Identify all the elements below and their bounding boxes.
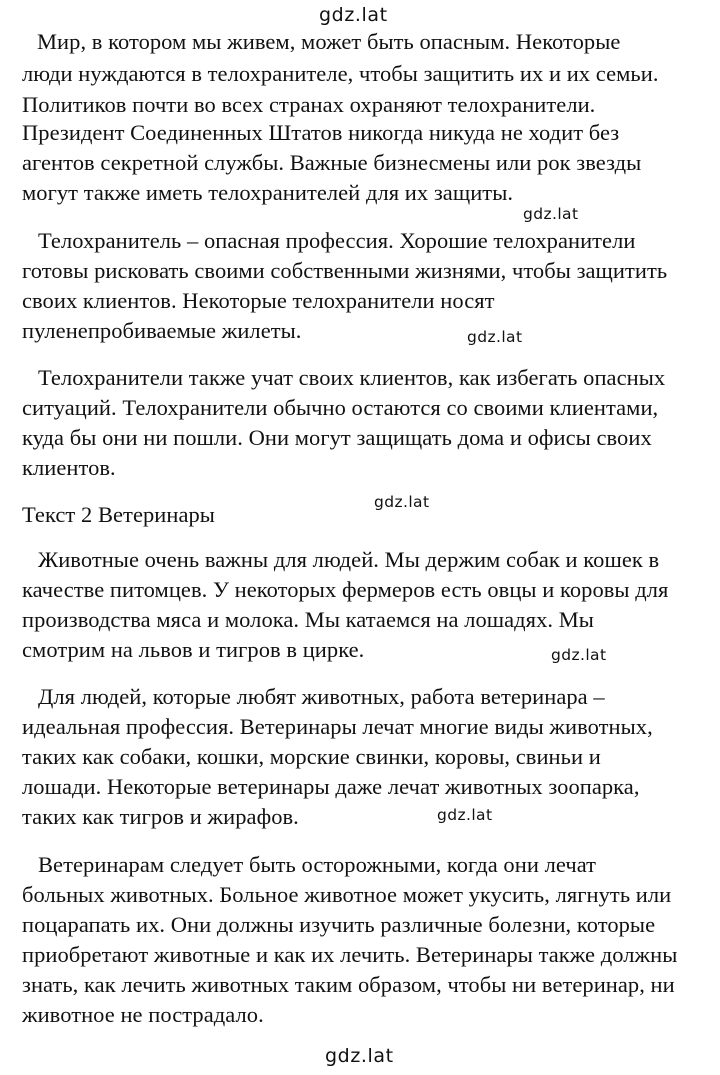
text-line: лошади. Некоторые ветеринары даже лечат животных зоопарка,: [22, 774, 640, 799]
text-line: смотрим на львов и тигров в цирке.: [22, 637, 365, 662]
text-line: Телохранители также учат своих клиентов, как избегать опасных: [38, 365, 666, 390]
text-line: куда бы они ни пошли. Они могут защищать дома и офисы своих: [22, 425, 652, 450]
text-line: знать, как лечить животных таким образом, чтобы ни ветеринар, ни: [22, 972, 675, 997]
text-line: клиентов.: [22, 455, 116, 480]
text-line: приобретают животные и как их лечить. Ветеринары также должны: [22, 942, 678, 967]
watermark: gdz.lat: [551, 646, 607, 664]
text-line: Мир, в котором мы живем, может быть опасным. Некоторые: [37, 29, 621, 54]
text-line: идеальная профессия. Ветеринары лечат многие виды животных,: [22, 714, 653, 739]
text-line: поцарапать их. Они должны изучить различные болезни, которые: [22, 912, 656, 937]
text-line: агентов секретной службы. Важные бизнесмены или рок звезды: [22, 150, 642, 175]
text-line: готовы рисковать своими собственными жизнями, чтобы защитить: [22, 258, 668, 283]
watermark: gdz.lat: [523, 205, 579, 223]
text-line: Для людей, которые любят животных, работа ветеринара –: [38, 684, 605, 709]
text-line: больных животных. Больное животное может укусить, лягнуть или: [22, 882, 672, 907]
text-line: Президент Соединенных Штатов никогда никуда не ходит без: [22, 120, 620, 145]
text-line: животное не пострадало.: [22, 1002, 264, 1027]
watermark: gdz.lat: [319, 4, 388, 26]
text-line: могут также иметь телохранителей для их защиты.: [22, 180, 514, 205]
text-line: Животные очень важны для людей. Мы держим собак и кошек в: [38, 547, 660, 572]
text-line: Телохранитель – опасная профессия. Хорошие телохранители: [38, 228, 636, 253]
section-heading: Текст 2 Ветеринары: [22, 502, 215, 527]
watermark: gdz.lat: [467, 328, 523, 346]
text-line: пуленепробиваемые жилеты.: [22, 318, 302, 343]
text-line: таких как тигров и жирафов.: [22, 804, 299, 829]
text-line: ситуаций. Телохранители обычно остаются со своими клиентами,: [22, 395, 659, 420]
text-line: Политиков почти во всех странах охраняют телохранители.: [22, 92, 596, 117]
text-line: люди нуждаются в телохранителе, чтобы защитить их и их семьи.: [22, 61, 659, 86]
watermark: gdz.lat: [437, 806, 493, 824]
text-line: Ветеринарам следует быть осторожными, когда они лечат: [38, 852, 597, 877]
watermark: gdz.lat: [325, 1045, 394, 1067]
text-line: производства мяса и молока. Мы катаемся на лошадях. Мы: [22, 607, 594, 632]
watermark: gdz.lat: [374, 493, 430, 511]
text-line: качестве питомцев. У некоторых фермеров есть овцы и коровы для: [22, 577, 669, 602]
text-line: таких как собаки, кошки, морские свинки, коровы, свиньи и: [22, 744, 601, 769]
text-line: своих клиентов. Некоторые телохранители носят: [22, 288, 495, 313]
